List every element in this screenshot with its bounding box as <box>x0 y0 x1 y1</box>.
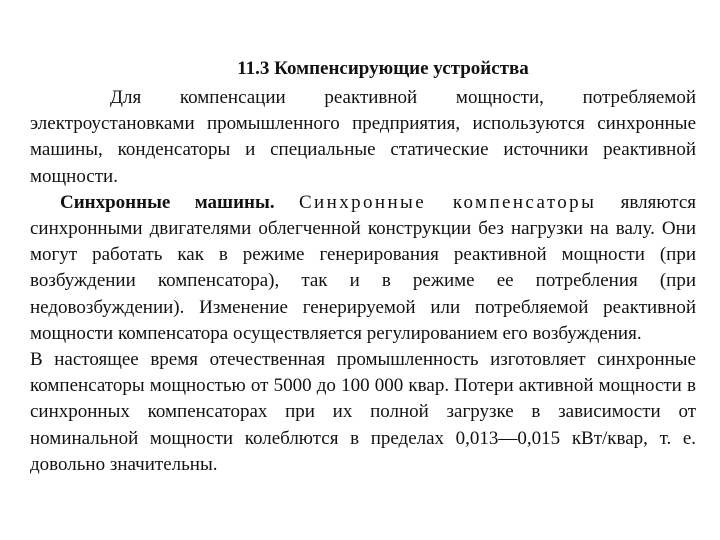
document-page <box>30 56 696 478</box>
paragraph-lead-term: Синхронные машины. <box>60 191 275 213</box>
paragraph-body: являются синхронными двигателями облегченной конструкции без нагрузки на валу. Они могут работать как в режиме генерирования реактивной мощности (при возбуждении компенсатора), так и в режиме ее потребления (при недовозбуждении). Изменение генерируемой или потребляемой реактивной мощности компенсатора осуществляется регулированием его возбуждения. <box>30 191 696 344</box>
spaced-term: Синхронные компенсаторы <box>298 191 597 213</box>
section-title: 11.3 Компенсирующие устройства <box>237 58 529 79</box>
paragraph-synchronous-machines <box>30 190 696 347</box>
paragraph-industry: В настоящее время отечественная промышленность изготовляет синхронные компенсаторы мощностью от 5000 до 100 000 квар. Потери активной мощности в синхронных компенсаторах при их полной загрузке в зависимости от номинальной мощности колеблются в пределах 0,013—0,015 кВт/квар, т. е. довольно значительны. <box>30 349 696 475</box>
paragraph-intro: Для компенсации реактивной мощности, потребляемой электроустановками промышленного предприятия, используются синхронные машины, конденсаторы и специальные статические источники реактивной мощности. <box>30 87 696 187</box>
